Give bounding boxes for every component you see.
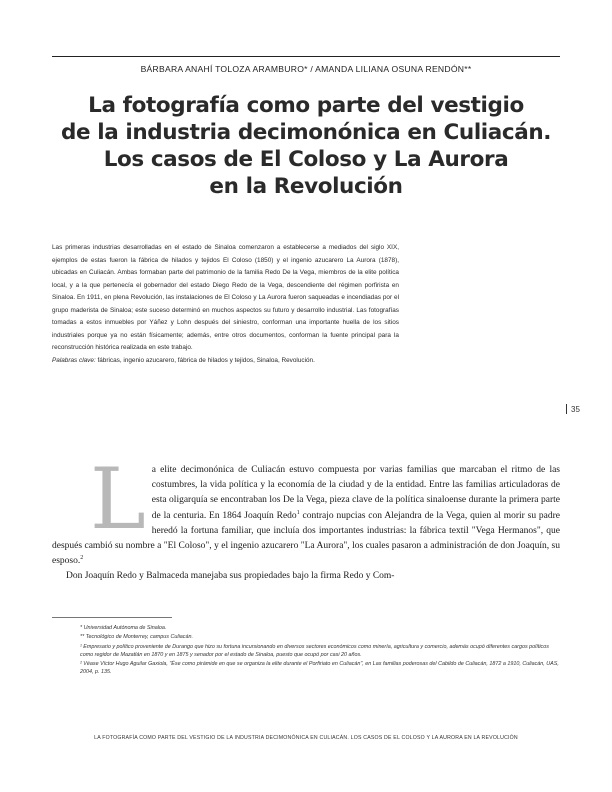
footnote-ref-2[interactable]: 2 bbox=[80, 555, 84, 562]
title-line-2: de la industria decimonónica en Culiacán. bbox=[60, 120, 551, 145]
running-footer: LA FOTOGRAFÍA COMO PARTE DEL VESTIGIO DE LA INDUSTRIA DECIMONÓNICA EN CULIACÁN. LOS CASOS DE EL COLOSO Y LA AURORA EN LA REVOLUCIÓN bbox=[94, 735, 518, 741]
keywords-list: fábricas, ingenio azucarero, fábrica de hilados y tejidos, Sinaloa, Revolución. bbox=[95, 356, 315, 364]
keywords-label: Palabras clave: bbox=[52, 356, 96, 364]
authors-line: BÁRBARA ANAHÍ TOLOZA ARAMBURO* / AMANDA LILIANA OSUNA RENDÓN** bbox=[140, 64, 472, 74]
footnote-ref-1[interactable]: 1 bbox=[296, 509, 300, 516]
footnote-2: ² Véase Víctor Hugo Aguilar Gaxiola, "Ése como pirámide en que se organiza la elite durante el Porfiriato en Culiacán", en Las familias poderosas del Cabildo de Culiacán, 1872 a 1910, Culiacán, UAS, 2004, p. 135. bbox=[80, 661, 559, 676]
footnote-1: ¹ Empresario y político proveniente de Durango que hizo su fortuna incursionando en diversos sectores económicos como minería, agricultura y comercio, además ocupó diferentes cargos políticos como regidor de Mazatlán en 1870 y en 1875 y senador por el estado de Sinaloa, puesto que ocupó por casi 20 años. bbox=[80, 643, 549, 658]
abstract bbox=[52, 242, 399, 367]
title-line-1: La fotografía como parte del vestigio bbox=[88, 93, 524, 118]
body-paragraph-1-text: a elite decimonónica de Culiacán estuvo compuesta por varias familias que marcaban el ritmo de las costumbres, la vida política y la economía de la ciudad y de la entidad. Entre las familias articuladoras de esta oligarquía se encontraban los De la Vega, pieza clave de la política sinaloense durante la primera parte de la centuria. En 1864 Joaquín Redo bbox=[151, 465, 560, 521]
title-line-4: en la Revolución bbox=[209, 174, 403, 199]
header-rule bbox=[52, 56, 560, 57]
body-text bbox=[52, 450, 561, 585]
article-title bbox=[40, 92, 572, 200]
body-paragraph-2: Don Joaquín Redo y Balmaceda manejaba sus propiedades bajo la firma Redo y Com- bbox=[66, 571, 395, 582]
drop-cap: L bbox=[90, 450, 146, 548]
page-number-bar bbox=[566, 404, 567, 414]
footnote-affiliation-1: * Universidad Autónoma de Sinaloa. bbox=[80, 625, 167, 631]
footnotes bbox=[80, 624, 560, 678]
body-paragraph-1-cont: contrajo nupcias con Alejandra de la Vega, quien al morir su padre heredó la fortuna familiar, que incluía dos importantes industrias: la fábrica textil "Vega Hermanos", que después cambió su nombre a "El Coloso", y el ingenio azucarero "La Aurora", los cuales pasaron a administración de don Joaquín, su esposo. bbox=[52, 510, 561, 567]
page-number bbox=[566, 404, 580, 414]
footnote-rule bbox=[52, 617, 172, 618]
abstract-text: Las primeras industrias desarrolladas en el estado de Sinaloa comenzaron a establecerse a mediados del siglo XIX, ejemplos de estas fueron la fábrica de hilados y tejidos El Coloso (1850) y el ingenio azucarero La Aurora (1878), ubicadas en Culiacán. Ambas formaban parte del patrimonio de la familia Redo De la Vega, miembros de la elite política local, y a la que pertenecía el gobernador del estado Diego Redo de la Vega, descendiente del régimen porfirista en Sinaloa. En 1911, en plena Revolución, las instalaciones de El Coloso y La Aurora fueron saqueadas e incendiadas por el grupo maderista de Sinaloa; este suceso determinó en muchos aspectos su futuro y desarrollo industrial. Las fotografías tomadas a estos inmuebles por Yáñez y Lohn después del siniestro, conforman una importante huella de los sitios industriales porque ya no están físicamente; además, entre otros documentos, conforman la fuente principal para la reconstrucción histórica realizada en este trabajo. bbox=[52, 244, 399, 351]
footnote-affiliation-2: ** Tecnológico de Monterrey, campus Culiacán. bbox=[80, 634, 193, 641]
title-line-3: Los casos de El Coloso y La Aurora bbox=[103, 147, 509, 172]
page-number-value: 35 bbox=[571, 405, 580, 414]
keywords bbox=[52, 355, 399, 368]
